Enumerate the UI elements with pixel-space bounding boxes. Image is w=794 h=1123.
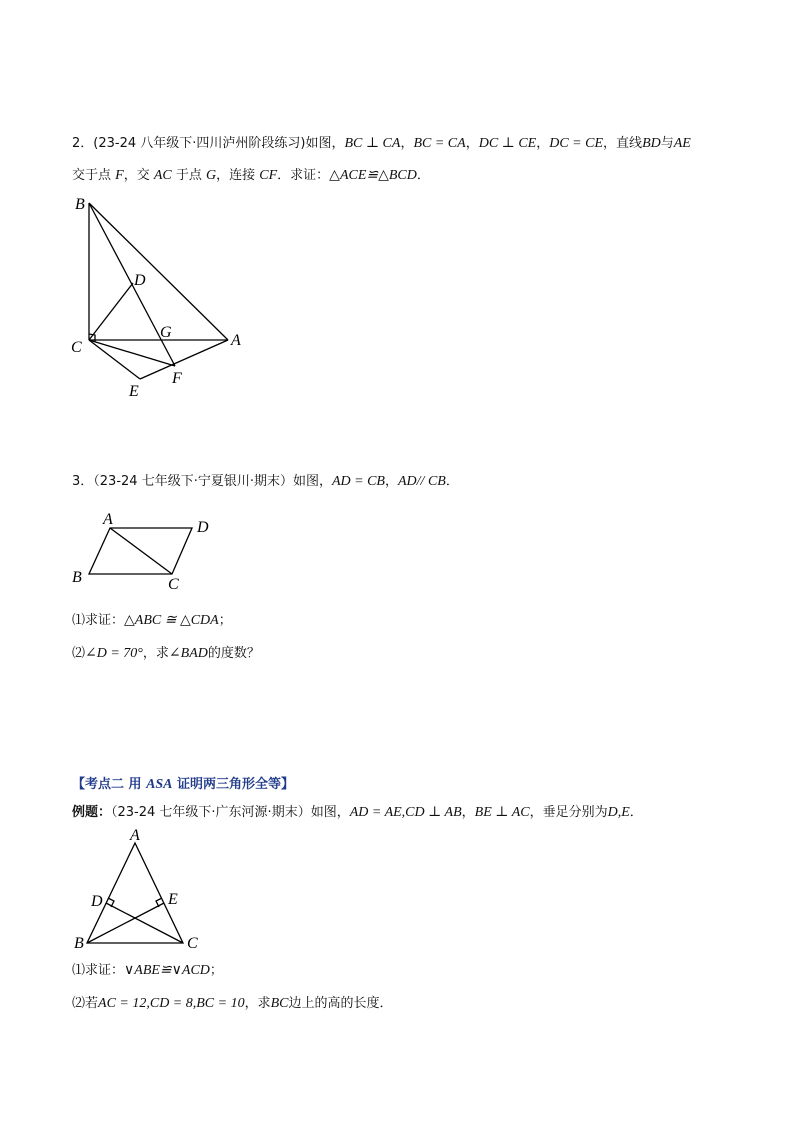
label-E: E: [129, 383, 139, 400]
label-F: F: [172, 370, 182, 387]
example-source: （23-24 七年级下·广东河源·期末）: [111, 805, 311, 820]
q2-cond-1: BC ⊥ CA: [344, 136, 401, 151]
example-line-1: 例题：（23-24 七年级下·广东河源·期末）如图，AD = AE,CD ⊥ AB，BE ⊥ AC，垂足分别为D,E．: [72, 805, 643, 820]
example-part-2: ⑵若AC = 12,CD = 8,BC = 10，求BC边上的高的长度．: [72, 996, 393, 1011]
right-angle-E: [156, 898, 162, 907]
q2-number: 2．: [72, 136, 94, 151]
label-A: A: [103, 511, 113, 528]
example-part-1: ⑴求证：∨ABE≌∨ACD；: [72, 963, 223, 978]
seg-CD: [106, 903, 183, 943]
q2-claim: △ACE≌△BCD: [329, 168, 417, 183]
label-E: E: [168, 891, 178, 908]
q3-source: （23-24 七年级下·宁夏银川·期末）: [93, 474, 293, 489]
q2-cond-4: DC = CE: [549, 136, 604, 151]
label-C: C: [168, 576, 179, 593]
label-B: B: [75, 196, 85, 213]
q2-source: (23-24 八年级下·四川泸州阶段练习): [93, 136, 306, 151]
label-A: A: [130, 827, 140, 844]
q2-cond-3: DC ⊥ CE: [478, 136, 537, 151]
q2-line-2: 交于点 F，交 AC 于点 G，连接 CF．求证：△ACE≌△BCD．: [72, 168, 430, 183]
label-C: C: [71, 339, 82, 356]
q3-number: 3．: [72, 474, 94, 489]
q3-part-2: ⑵∠D = 70°，求∠BAD的度数？: [72, 646, 260, 661]
label-C: C: [187, 935, 198, 952]
q3-part-1: ⑴求证：△ABC ≅ △CDA；: [72, 613, 232, 628]
section-heading: 【考点二 用 ASA 证明两三角形全等】: [72, 777, 295, 792]
label-D: D: [91, 893, 103, 910]
label-B: B: [74, 935, 84, 952]
right-angle-D: [108, 898, 114, 907]
label-G: G: [160, 324, 172, 341]
label-D: D: [134, 272, 146, 289]
label-D: D: [197, 519, 209, 536]
q2-cond-2: BC = CA: [413, 136, 466, 151]
example-tag: 例题：: [72, 805, 112, 820]
q3-line-1: 3．（23-24 七年级下·宁夏银川·期末）如图，AD = CB，AD// CB．: [72, 474, 459, 489]
label-B: B: [72, 569, 82, 586]
label-A: A: [231, 332, 241, 349]
q2-line-1: 2．(23-24 八年级下·四川泸州阶段练习)如图，BC ⊥ CA，BC = CA，DC ⊥ CE，DC = CE，直线BD与AE: [72, 136, 691, 151]
